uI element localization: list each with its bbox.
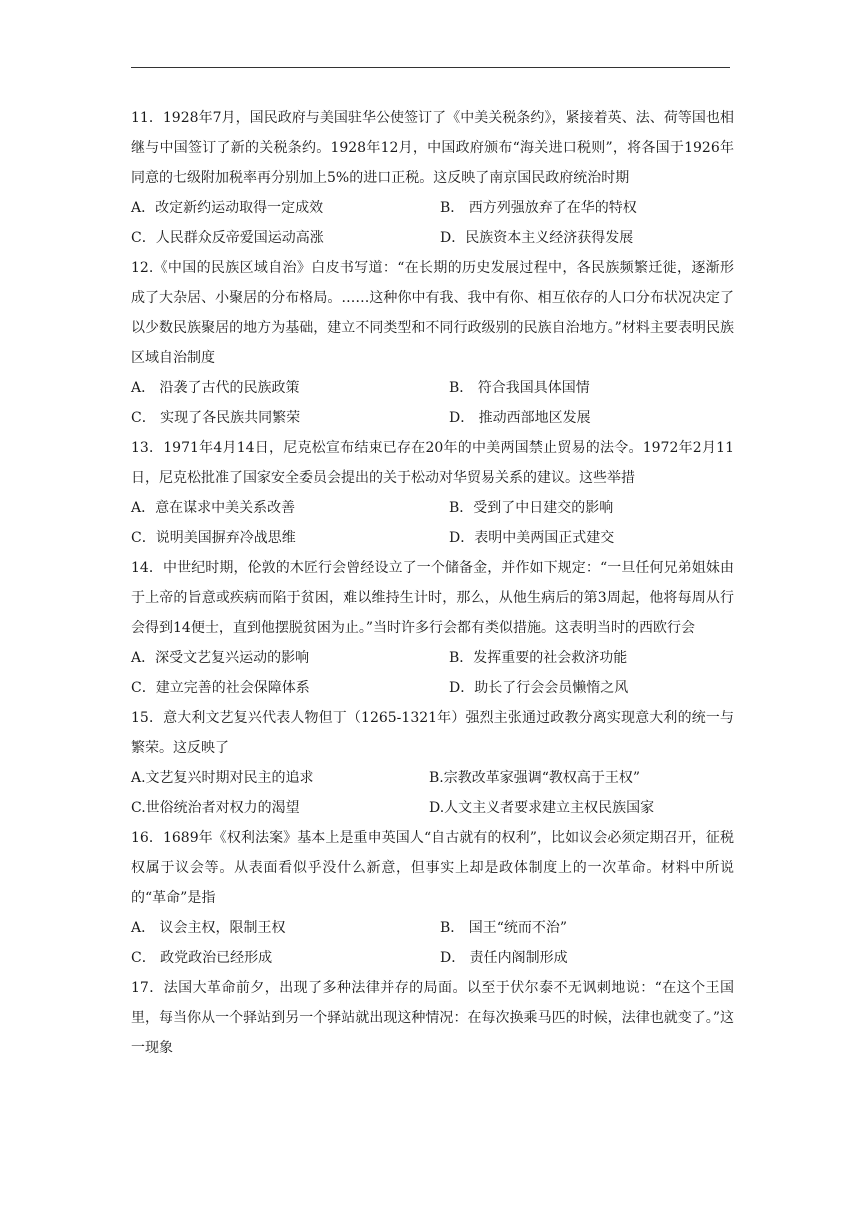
option-c[interactable]: C.世俗统治者对权力的渴望: [131, 800, 300, 816]
options-row: [131, 523, 734, 553]
option-a[interactable]: A．改定新约运动取得一定成效: [131, 200, 324, 216]
option-b[interactable]: B．受到了中日建交的影响: [449, 500, 614, 516]
question-stem: 13．1971年4月14日，尼克松宣布结束已存在20年的中美两国禁止贸易的法令。1972年2月11日，尼克松批准了国家安全委员会提出的关于松动对华贸易关系的建议。这些举措: [131, 440, 734, 486]
options-row: [131, 373, 734, 403]
question-stem: 17．法国大革命前夕，出现了多种法律并存的局面。以至于伏尔泰不无讽刺地说：“在这个王国里，每当你从一个驿站到另一个驿站就出现这种情况：在每次换乘马匹的时候，法律也就变了。”这一现象: [131, 980, 734, 1056]
option-a[interactable]: A.文艺复兴时期对民主的追求: [131, 770, 314, 786]
option-a[interactable]: A．意在谋求中美关系改善: [131, 500, 296, 516]
options-row: [131, 403, 734, 433]
option-b[interactable]: B． 符合我国具体国情: [449, 380, 590, 396]
question-14: [131, 553, 734, 703]
header-rule: [131, 67, 730, 68]
options-row: [131, 493, 734, 523]
option-d[interactable]: D.人文主义者要求建立主权民族国家: [429, 800, 655, 816]
options-row: [131, 673, 734, 703]
option-a[interactable]: A． 沿袭了古代的民族政策: [131, 380, 300, 396]
option-c[interactable]: C． 政党政治已经形成: [131, 950, 273, 966]
option-d[interactable]: D．民族资本主义经济获得发展: [440, 230, 634, 246]
options-row: [131, 193, 734, 223]
options-row: [131, 223, 734, 253]
option-a[interactable]: A．深受文艺复兴运动的影响: [131, 650, 310, 666]
option-d[interactable]: D．表明中美两国正式建交: [449, 530, 615, 546]
option-b[interactable]: B． 西方列强放弃了在华的特权: [440, 200, 637, 216]
options-row: [131, 643, 734, 673]
question-17: [131, 973, 734, 1063]
options-row: [131, 913, 734, 943]
option-b[interactable]: B． 国王“统而不治”: [440, 920, 568, 936]
question-stem: 16．1689年《权利法案》基本上是重申英国人“自古就有的权利”，比如议会必须定期召开，征税权属于议会等。从表面看似乎没什么新意，但事实上却是政体制度上的一次革命。材料中所说的“革命”是指: [131, 830, 734, 906]
question-11: [131, 103, 734, 253]
question-13: [131, 433, 734, 553]
option-c[interactable]: C． 实现了各民族共同繁荣: [131, 410, 301, 426]
option-c[interactable]: C．说明美国摒弃冷战思维: [131, 530, 296, 546]
option-d[interactable]: D． 推动西部地区发展: [449, 410, 591, 426]
options-row: [131, 763, 734, 793]
options-row: [131, 793, 734, 823]
question-list: [131, 103, 734, 1063]
question-stem: 15．意大利文艺复兴代表人物但丁（1265-1321年）强烈主张通过政教分离实现意大利的统一与繁荣。这反映了: [131, 710, 734, 756]
question-stem: 12.《中国的民族区域自治》白皮书写道：“在长期的历史发展过程中，各民族频繁迁徙，逐渐形成了大杂居、小聚居的分布格局。……这种你中有我、我中有你、相互依存的人口分布状况决定了以少数民族聚居的地方为基础，建立不同类型和不同行政级别的民族自治地方。”材料主要表明民族区域自治制度: [131, 260, 734, 366]
option-b[interactable]: B．发挥重要的社会救济功能: [449, 650, 628, 666]
question-16: [131, 823, 734, 973]
question-12: [131, 253, 734, 433]
question-15: [131, 703, 734, 823]
option-d[interactable]: D．助长了行会会员懒惰之风: [449, 680, 629, 696]
question-stem: 11．1928年7月，国民政府与美国驻华公使签订了《中美关税条约》，紧接着英、法、荷等国也相继与中国签订了新的关税条约。1928年12月，中国政府颁布“海关进口税则”，将各国于1926年同意的七级附加税率再分别加上5%的进口正税。这反映了南京国民政府统治时期: [131, 110, 734, 186]
option-b[interactable]: B.宗教改革家强调“教权高于王权”: [429, 770, 641, 786]
option-c[interactable]: C．人民群众反帝爱国运动高涨: [131, 230, 324, 246]
option-c[interactable]: C．建立完善的社会保障体系: [131, 680, 310, 696]
options-row: [131, 943, 734, 973]
option-d[interactable]: D． 责任内阁制形成: [440, 950, 568, 966]
question-stem: 14．中世纪时期，伦敦的木匠行会曾经设立了一个储备金，并作如下规定：“一旦任何兄弟姐妹由于上帝的旨意或疾病而陷于贫困，难以维持生计时，那么，从他生病后的第3周起，他将每周从行会得到14便士，直到他摆脱贫困为止。”当时许多行会都有类似措施。这表明当时的西欧行会: [131, 560, 734, 636]
option-a[interactable]: A． 议会主权，限制王权: [131, 920, 286, 936]
